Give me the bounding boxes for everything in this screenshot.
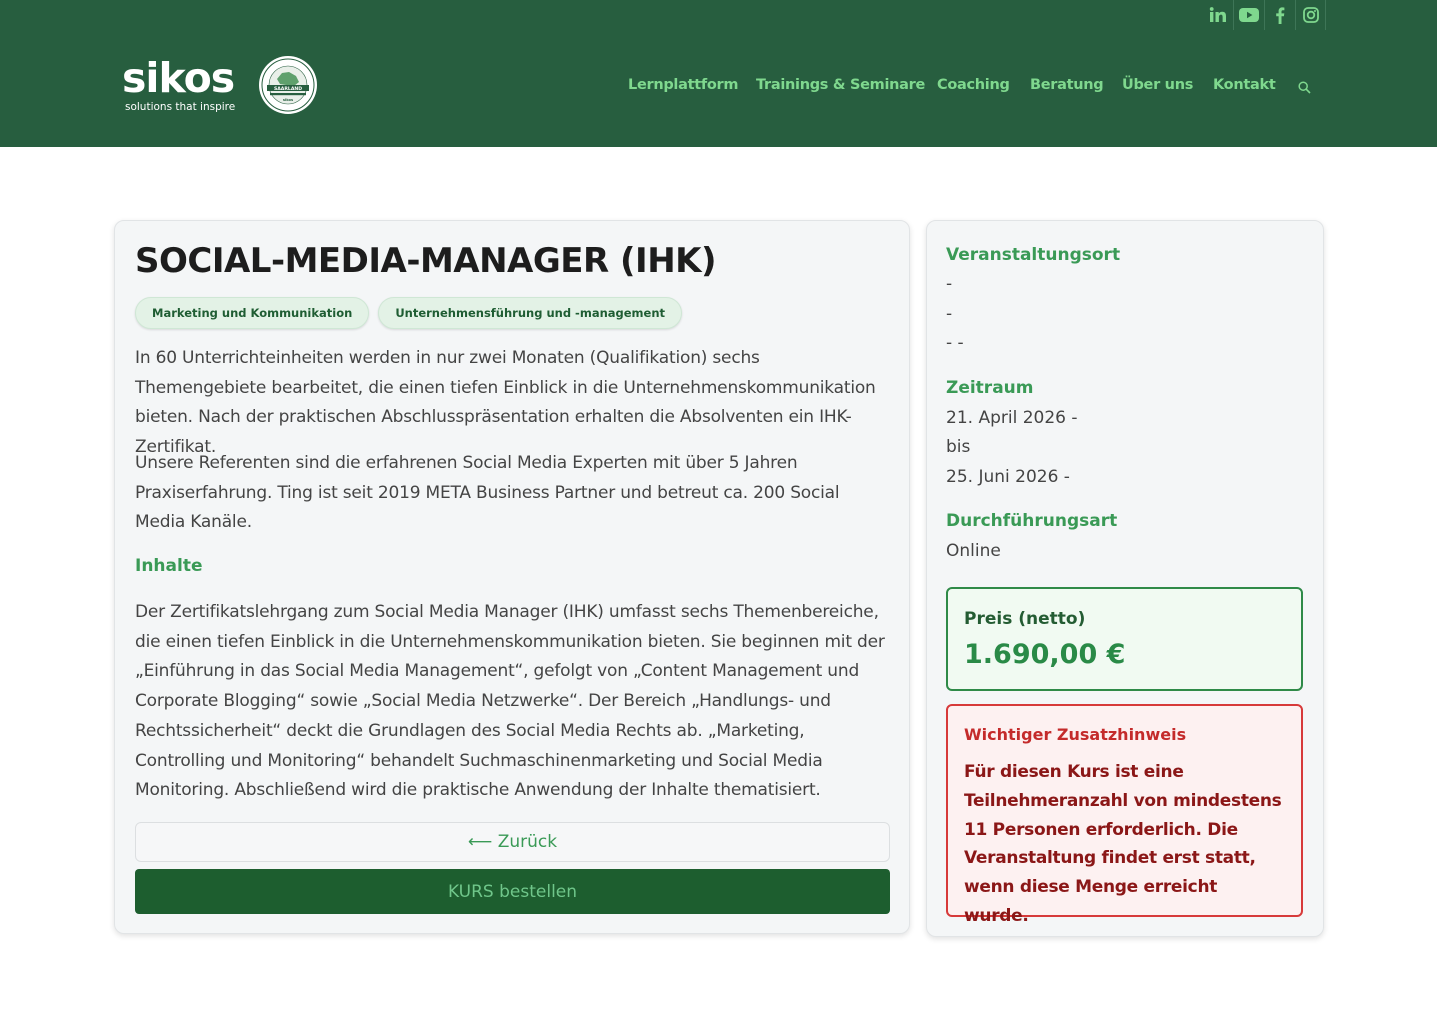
location-line: -	[946, 304, 953, 324]
saarland-seal-logo	[258, 55, 318, 115]
price-box	[946, 587, 1303, 691]
content-paragraph: Der Zertifikatslehrgang zum Social Media Manager (IHK) umfasst sechs Themenbereiche, die einen tiefen Einblick in die Unternehmenskommunikation bieten. Sie beginnen mit der „Einführung in das Social Media Management“, gefolgt von „Content Management und Corporate Blogging“ sowie „Social Media Netzwerke“. Der Bereich „Handlungs- und Rechtssicherheit“ deckt die Grundlagen des Social Media Rechts ab. „Marketing, Controlling und Monitoring“ behandelt Suchmaschinenmarketing und Social Media Monitoring. Abschließend wird die praktische Anwendung der Inhalte thematisiert.	[135, 602, 885, 801]
notice-text: Für diesen Kurs ist eine Teilnehmeranzahl von mindestens 11 Personen erforderlich. Die Veranstaltung findet erst statt, wenn diese Menge erreicht wurde.	[964, 762, 1282, 926]
seal-brand-text: sikos	[282, 98, 294, 102]
nav-item-trainings-seminare[interactable]: Trainings & Seminare	[756, 77, 926, 93]
course-info-sidebar	[926, 220, 1324, 937]
youtube-icon[interactable]	[1233, 0, 1264, 30]
instagram-icon[interactable]	[1295, 0, 1326, 30]
logo-wordmark: sikos	[122, 54, 235, 102]
nav-item-kontakt[interactable]: Kontakt	[1213, 77, 1276, 93]
period-separator: bis	[946, 437, 971, 457]
nav-item-beratung[interactable]: Beratung	[1030, 77, 1104, 93]
delivery-type-label: Durchführungsart	[946, 511, 1118, 531]
period-label: Zeitraum	[946, 378, 1034, 398]
course-detail-card	[114, 220, 910, 934]
tag-marketing[interactable]: Marketing und Kommunikation	[135, 297, 369, 329]
linkedin-icon[interactable]	[1202, 0, 1233, 30]
category-tags	[135, 297, 682, 329]
notice-title: Wichtiger Zusatzhinweis	[964, 725, 1187, 744]
price-value: 1.690,00 €	[964, 639, 1126, 670]
nav-item-lernplattform[interactable]: Lernplattform	[628, 77, 739, 93]
order-course-button[interactable]: KURS bestellen	[135, 869, 890, 914]
period-start: 21. April 2026 -	[946, 408, 1078, 428]
important-notice-box	[946, 704, 1303, 926]
location-line: - -	[946, 333, 964, 353]
page-title: SOCIAL-MEDIA-MANAGER (IHK)	[135, 241, 717, 281]
location-line: -	[946, 274, 953, 294]
speakers-paragraph: Unsere Referenten sind die erfahrenen Social Media Experten mit über 5 Jahren Praxiserfahrung. Ting ist seit 2019 META Business Partner und betreut ca. 200 Social Media Kanäle.	[135, 453, 840, 533]
site-header	[0, 0, 1437, 147]
period-end: 25. Juni 2026 -	[946, 467, 1070, 487]
delivery-type-value: Online	[946, 541, 1001, 561]
social-links	[1202, 0, 1326, 30]
intro-paragraph: In 60 Unterrichteinheiten werden in nur zwei Monaten (Qualifikation) sechs Themengebiete bearbeitet, die einen tiefen Einblick in die Unternehmenskommunikation bieten. Nach der praktischen Abschlusspräsentation erhalten die Absolventen ein IHK-Zertifikat.	[135, 348, 876, 458]
price-label: Preis (netto)	[964, 609, 1086, 629]
facebook-icon[interactable]	[1264, 0, 1295, 30]
content-heading: Inhalte	[135, 556, 203, 576]
nav-item-ueber-uns[interactable]: Über uns	[1122, 77, 1194, 93]
seal-region-text: SAARLAND	[273, 87, 303, 92]
tag-unternehmensfuehrung[interactable]: Unternehmensführung und -management	[378, 297, 682, 329]
location-label: Veranstaltungsort	[946, 245, 1121, 265]
logo-tagline: solutions that inspire	[125, 101, 236, 113]
nav-item-coaching[interactable]: Coaching	[937, 77, 1010, 93]
search-icon[interactable]	[1298, 79, 1311, 98]
back-button[interactable]: ⟵ Zurück	[135, 822, 890, 862]
sikos-logo[interactable]	[122, 54, 242, 118]
